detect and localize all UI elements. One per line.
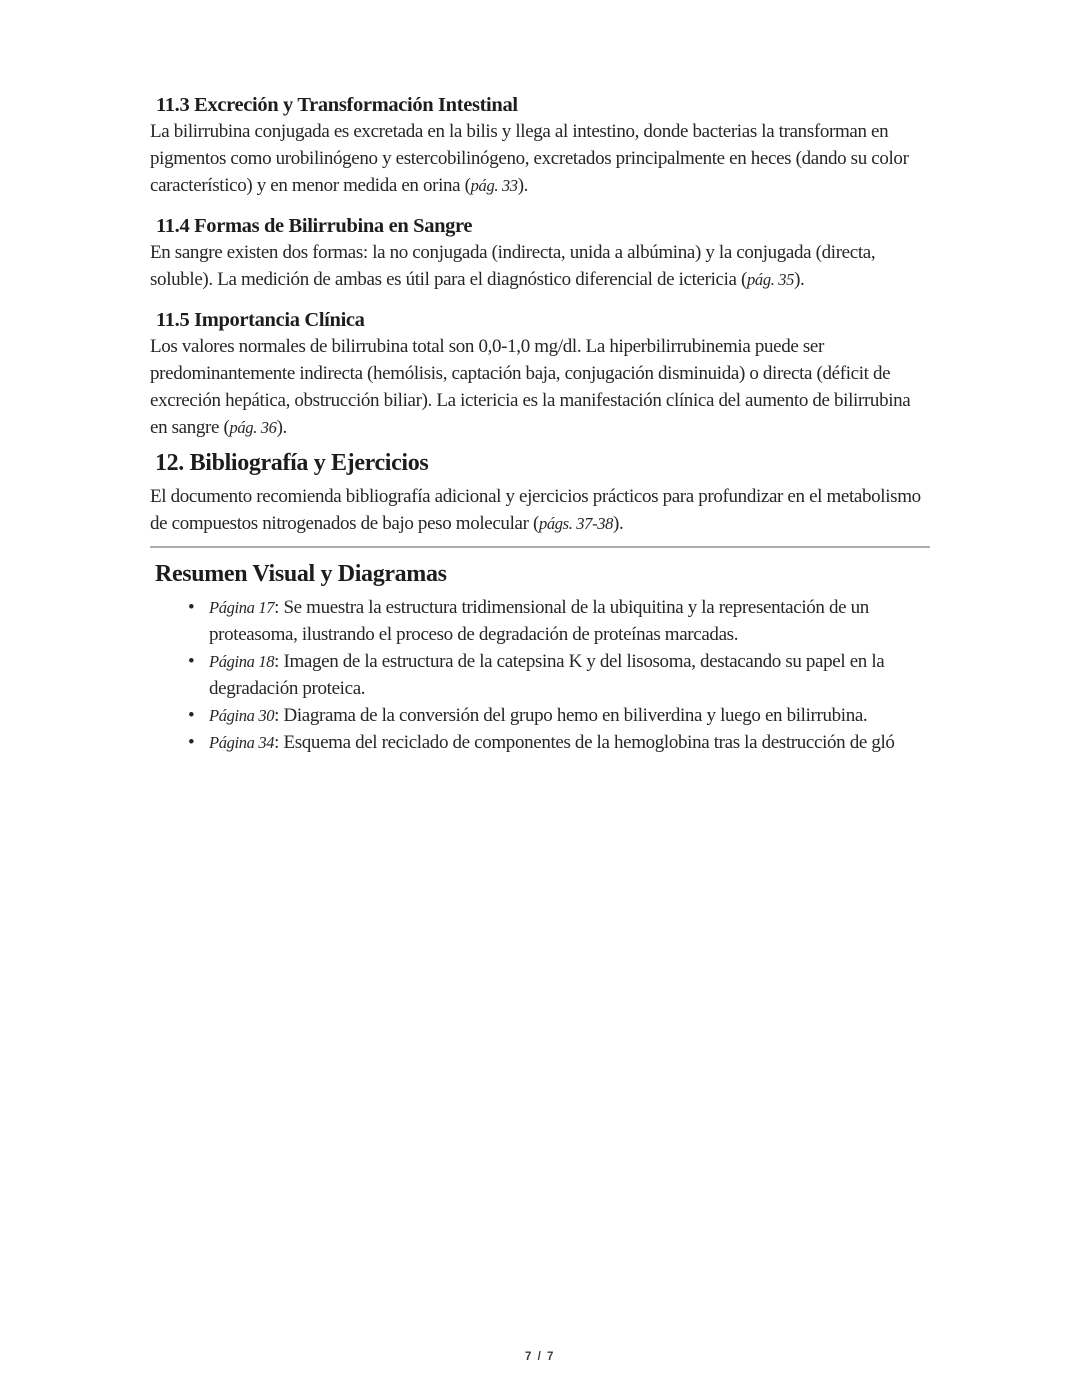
text-run: ). <box>276 417 287 438</box>
section-heading: 12. Bibliografía y Ejercicios <box>155 450 429 476</box>
page-reference: Página 18 <box>209 652 275 671</box>
paragraph <box>150 118 930 199</box>
text-run: : Se muestra la estructura tridimensional de la ubiquitina y la representación de un proteasoma, ilustrando el proceso de degradación de proteínas marcadas. <box>209 597 869 645</box>
text-run: : Esquema del reciclado de componentes de la hemoglobina tras la destrucción de gló <box>274 732 895 753</box>
visual-summary-list <box>150 594 930 756</box>
text-run: : Diagrama de la conversión del grupo hemo en biliverdina y luego en bilirrubina. <box>274 705 868 726</box>
text-run: Los valores normales de bilirrubina total son 0,0-1,0 mg/dl. La hiperbilirrubinemia puede ser predominantemente indirecta (hemólisis, captación baja, conjugación disminuida) o directa (déficit de excreción hepática, obstrucción biliar). La ictericia es la manifestación clínica del aumento de bilirrubina en sangre ( <box>150 336 911 438</box>
section-divider <box>150 546 930 548</box>
list-item <box>150 729 930 756</box>
page-reference: págs. 37-38 <box>538 514 614 533</box>
page-number-text: 7 / 7 <box>525 1351 555 1363</box>
text-run: ). <box>794 269 805 290</box>
page-reference: Página 30 <box>209 706 275 725</box>
section-heading: 11.5 Importancia Clínica <box>156 309 365 331</box>
list-item <box>150 648 930 702</box>
page-reference: Página 34 <box>209 733 275 752</box>
list-item <box>150 702 930 729</box>
section-heading: 11.4 Formas de Bilirrubina en Sangre <box>156 215 473 237</box>
text-run: ). <box>613 513 624 534</box>
paragraph <box>150 483 930 537</box>
list-item <box>150 594 930 648</box>
document-body <box>150 93 930 756</box>
section-heading: Resumen Visual y Diagramas <box>155 561 447 587</box>
paragraph <box>150 333 930 441</box>
page-reference: pág. 36 <box>229 418 277 437</box>
page-reference: pág. 35 <box>747 270 795 289</box>
text-run: : Imagen de la estructura de la catepsina K y del lisosoma, destacando su papel en la degradación proteica. <box>209 651 885 699</box>
page-reference: Página 17 <box>209 598 275 617</box>
text-run: La bilirrubina conjugada es excretada en la bilis y llega al intestino, donde bacterias la transforman en pigmentos como urobilinógeno y estercobilinógeno, excretados principalmente en heces (dando su color característico) y en menor medida en orina ( <box>150 121 909 196</box>
text-run: El documento recomienda bibliografía adicional y ejercicios prácticos para profundizar en el metabolismo de compuestos nitrogenados de bajo peso molecular ( <box>150 486 921 534</box>
page-number-indicator <box>0 1351 1080 1363</box>
text-run: ). <box>517 175 529 196</box>
paragraph <box>150 239 930 293</box>
section-heading: 11.3 Excreción y Transformación Intestinal <box>156 94 518 116</box>
text-run: En sangre existen dos formas: la no conjugada (indirecta, unida a albúmina) y la conjugada (directa, soluble). La medición de ambas es útil para el diagnóstico diferencial de ictericia ( <box>150 242 876 290</box>
page-reference: pág. 33 <box>470 176 518 195</box>
